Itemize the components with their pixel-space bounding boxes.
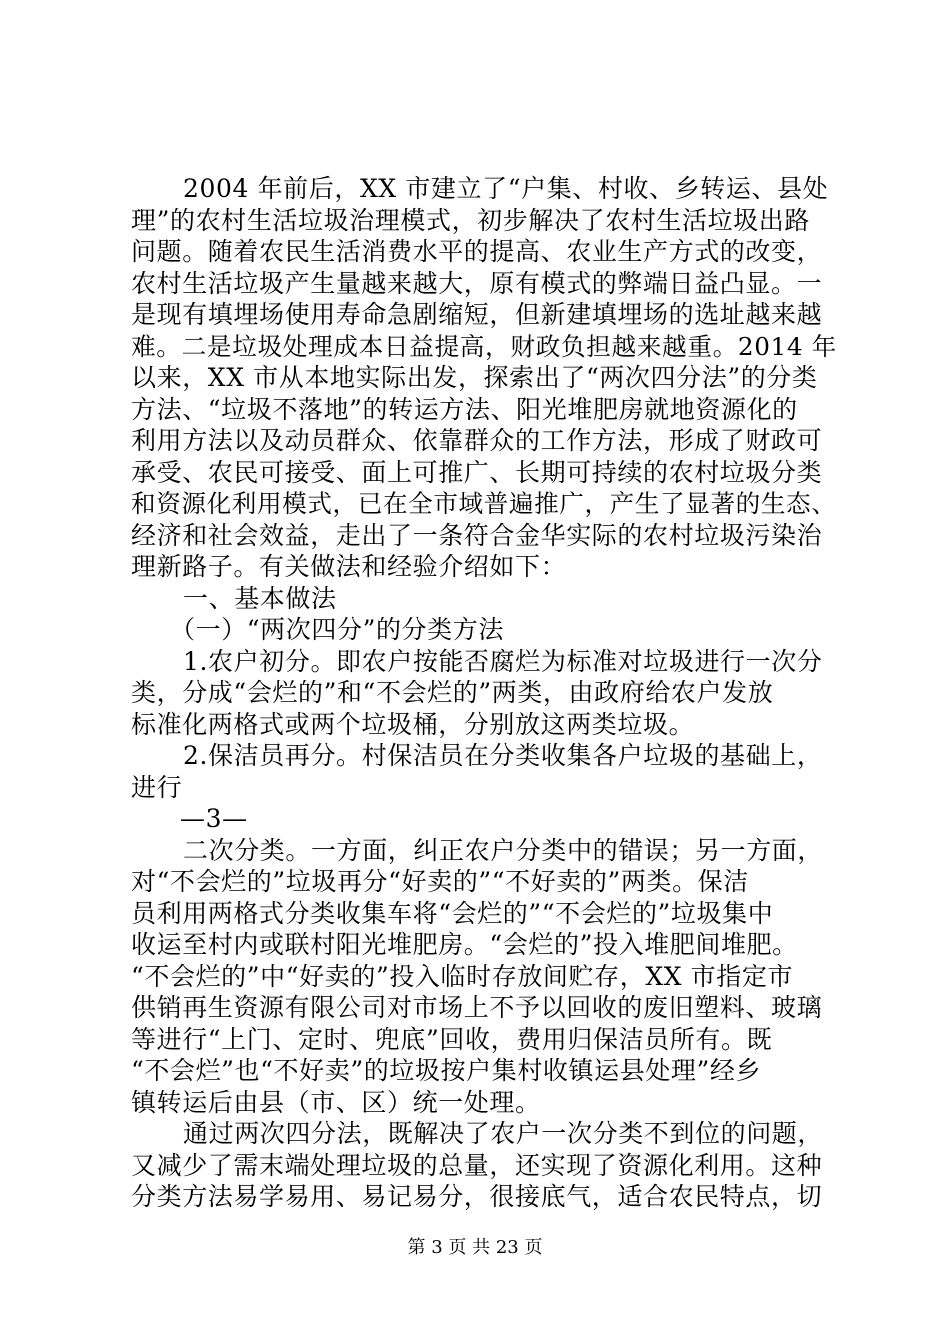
text-line-5: 是现有填埋场使用寿命急剧缩短，但新建填埋场的选址越来越 bbox=[131, 300, 823, 329]
text-line-8: 方法、“垃圾不落地”的转运方法、阳光堆肥房就地资源化的 bbox=[131, 395, 798, 424]
text-line-18: 标准化两格式或两个垃圾桶，分别放这两类垃圾。 bbox=[131, 710, 695, 739]
page-footer: 第 3 页 共 23 页 bbox=[407, 1237, 543, 1258]
text-line-25: 收运至村内或联村阳光堆肥房。“会烂的”投入堆肥间堆肥。 bbox=[131, 930, 798, 959]
text-line-28: 等进行“上门、定时、兜底”回收，费用归保洁员所有。既 bbox=[131, 1025, 773, 1054]
text-line-20: 进行 bbox=[131, 773, 183, 802]
text-line-24: 员利用两格式分类收集车将“会烂的”“不会烂的”垃圾集中 bbox=[131, 899, 774, 928]
section-heading: 一、基本做法 bbox=[183, 584, 337, 613]
text-line-13: 理新路子。有关做法和经验介绍如下： bbox=[131, 552, 567, 581]
inline-page-number: —3— bbox=[180, 804, 248, 833]
text-line-30: 镇转运后由县（市、区）统一处理。 bbox=[131, 1088, 541, 1117]
text-line-4: 农村生活垃圾产生量越来越大，原有模式的弊端日益凸显。一 bbox=[131, 269, 823, 298]
text-line-1: 2004 年前后，XX 市建立了“户集、村收、乡转运、县处 bbox=[183, 174, 829, 203]
text-line-17: 类，分成“会烂的”和“不会烂的”两类，由政府给农户发放 bbox=[131, 678, 774, 707]
text-line-12: 经济和社会效益，走出了一条符合金华实际的农村垃圾污染治 bbox=[131, 521, 823, 550]
text-line-23: 对“不会烂的”垃圾再分“好卖的”“不好卖的”两类。保洁 bbox=[131, 867, 749, 896]
text-line-2: 理”的农村生活垃圾治理模式，初步解决了农村生活垃圾出路 bbox=[131, 206, 810, 235]
text-line-10: 承受、农民可接受、面上可推广、长期可持续的农村垃圾分类 bbox=[131, 458, 823, 487]
text-line-29: “不会烂”也“不好卖”的垃圾按户集村收镇运县处理”经乡 bbox=[131, 1056, 762, 1085]
text-line-7: 以来，XX 市从本地实际出发，探索出了“两次四分法”的分类 bbox=[131, 363, 818, 392]
text-line-33: 分类方法易学易用、易记易分，很接底气，适合农民特点，切 bbox=[131, 1182, 823, 1211]
text-line-11: 和资源化利用模式，已在全市域普遍推广，产生了显著的生态、 bbox=[131, 489, 837, 518]
text-line-3: 问题。随着农民生活消费水平的提高、农业生产方式的改变， bbox=[131, 237, 823, 266]
text-line-6: 难。二是垃圾处理成本日益提高，财政负担越来越重。2014 年 bbox=[131, 332, 837, 361]
text-line-31: 通过两次四分法，既解决了农户一次分类不到位的问题， bbox=[183, 1119, 824, 1148]
text-line-32: 又减少了需末端处理垃圾的总量，还实现了资源化利用。这种 bbox=[131, 1151, 823, 1180]
text-line-26: “不会烂的”中“好卖的”投入临时存放间贮存，XX 市指定市 bbox=[131, 962, 794, 991]
text-line-9: 利用方法以及动员群众、依靠群众的工作方法，形成了财政可 bbox=[131, 426, 823, 455]
subsection-heading: （一）“两次四分”的分类方法 bbox=[170, 615, 504, 644]
text-line-27: 供销再生资源有限公司对市场上不予以回收的废旧塑料、玻璃 bbox=[131, 993, 823, 1022]
text-line-16: 1.农户初分。即农户按能否腐烂为标准对垃圾进行一次分 bbox=[183, 647, 823, 676]
text-line-19: 2.保洁员再分。村保洁员在分类收集各户垃圾的基础上， bbox=[183, 741, 823, 770]
text-line-22: 二次分类。一方面，纠正农户分类中的错误；另一方面， bbox=[183, 836, 824, 865]
